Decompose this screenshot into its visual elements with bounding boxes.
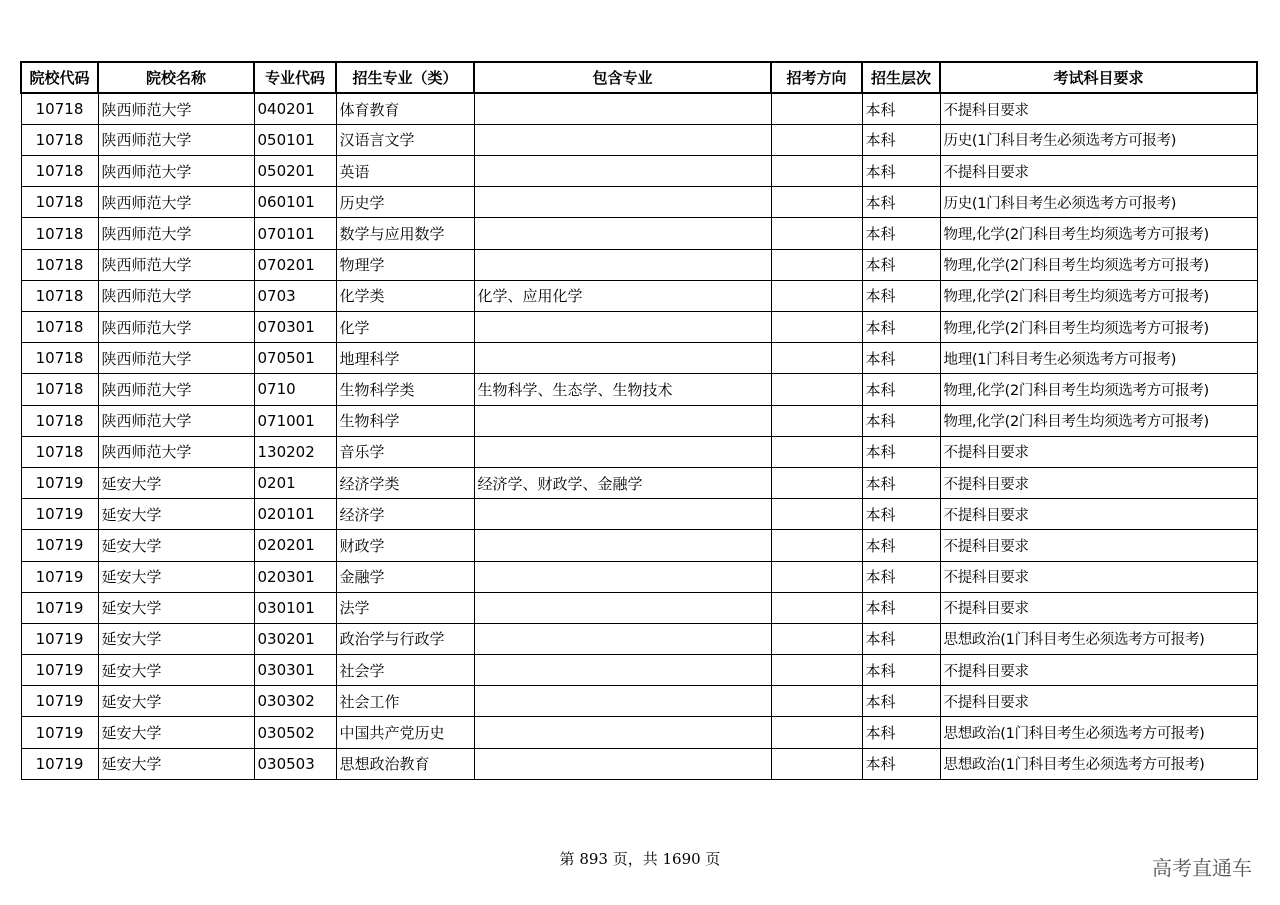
cell-major: 生物科学 [336, 405, 474, 436]
cell-direction [771, 218, 862, 249]
cell-school-name: 延安大学 [98, 530, 254, 561]
table-row [21, 655, 1257, 686]
cell-included-majors [474, 499, 771, 530]
table-row [21, 249, 1257, 280]
table-row [21, 218, 1257, 249]
cell-included-majors [474, 686, 771, 717]
cell-direction [771, 467, 862, 498]
cell-level: 本科 [862, 561, 940, 592]
cell-direction [771, 343, 862, 374]
cell-school-name: 陕西师范大学 [98, 405, 254, 436]
cell-level: 本科 [862, 218, 940, 249]
cell-direction [771, 405, 862, 436]
cell-school-code: 10719 [21, 655, 98, 686]
table-row [21, 93, 1257, 124]
cell-included-majors: 经济学、财政学、金融学 [474, 467, 771, 498]
cell-direction [771, 499, 862, 530]
header-major: 招生专业（类） [336, 62, 474, 93]
cell-level: 本科 [862, 592, 940, 623]
cell-level: 本科 [862, 686, 940, 717]
cell-school-name: 延安大学 [98, 686, 254, 717]
table-row [21, 686, 1257, 717]
cell-subject-requirement: 不提科目要求 [940, 530, 1257, 561]
cell-school-code: 10719 [21, 561, 98, 592]
cell-major: 历史学 [336, 187, 474, 218]
cell-included-majors [474, 156, 771, 187]
cell-major-code: 020201 [254, 530, 336, 561]
cell-level: 本科 [862, 280, 940, 311]
cell-major: 化学 [336, 312, 474, 343]
cell-school-name: 延安大学 [98, 592, 254, 623]
header-row [21, 62, 1257, 93]
cell-level: 本科 [862, 343, 940, 374]
cell-level: 本科 [862, 124, 940, 155]
table-row [21, 436, 1257, 467]
cell-direction [771, 623, 862, 654]
cell-school-name: 延安大学 [98, 717, 254, 748]
cell-included-majors [474, 561, 771, 592]
cell-school-code: 10719 [21, 467, 98, 498]
header-direction: 招考方向 [771, 62, 862, 93]
cell-direction [771, 686, 862, 717]
header-included-majors: 包含专业 [474, 62, 771, 93]
cell-direction [771, 93, 862, 124]
table-row [21, 530, 1257, 561]
cell-major-code: 060101 [254, 187, 336, 218]
cell-subject-requirement: 不提科目要求 [940, 686, 1257, 717]
cell-level: 本科 [862, 436, 940, 467]
cell-major: 音乐学 [336, 436, 474, 467]
cell-subject-requirement: 物理,化学(2门科目考生均须选考方可报考) [940, 218, 1257, 249]
cell-major: 政治学与行政学 [336, 623, 474, 654]
cell-major: 英语 [336, 156, 474, 187]
table-row [21, 561, 1257, 592]
cell-level: 本科 [862, 312, 940, 343]
cell-major-code: 020101 [254, 499, 336, 530]
cell-major: 物理学 [336, 249, 474, 280]
cell-level: 本科 [862, 249, 940, 280]
cell-included-majors [474, 436, 771, 467]
cell-subject-requirement: 思想政治(1门科目考生必须选考方可报考) [940, 623, 1257, 654]
cell-school-code: 10719 [21, 623, 98, 654]
cell-school-code: 10718 [21, 280, 98, 311]
cell-school-name: 陕西师范大学 [98, 280, 254, 311]
cell-subject-requirement: 物理,化学(2门科目考生均须选考方可报考) [940, 312, 1257, 343]
cell-subject-requirement: 历史(1门科目考生必须选考方可报考) [940, 124, 1257, 155]
cell-level: 本科 [862, 93, 940, 124]
cell-included-majors [474, 530, 771, 561]
cell-included-majors [474, 748, 771, 779]
cell-level: 本科 [862, 499, 940, 530]
cell-major: 中国共产党历史 [336, 717, 474, 748]
cell-school-name: 陕西师范大学 [98, 249, 254, 280]
cell-included-majors [474, 343, 771, 374]
cell-school-name: 延安大学 [98, 499, 254, 530]
cell-subject-requirement: 不提科目要求 [940, 93, 1257, 124]
header-school-name: 院校名称 [98, 62, 254, 93]
cell-included-majors [474, 312, 771, 343]
cell-subject-requirement: 不提科目要求 [940, 592, 1257, 623]
table-row [21, 499, 1257, 530]
cell-school-name: 延安大学 [98, 623, 254, 654]
cell-school-code: 10718 [21, 218, 98, 249]
cell-major: 经济学 [336, 499, 474, 530]
cell-level: 本科 [862, 467, 940, 498]
cell-included-majors [474, 187, 771, 218]
cell-level: 本科 [862, 655, 940, 686]
cell-direction [771, 748, 862, 779]
cell-subject-requirement: 不提科目要求 [940, 655, 1257, 686]
cell-direction [771, 436, 862, 467]
cell-school-name: 延安大学 [98, 467, 254, 498]
cell-included-majors [474, 592, 771, 623]
cell-school-name: 陕西师范大学 [98, 374, 254, 405]
admission-requirements-table [20, 61, 1258, 780]
cell-major: 数学与应用数学 [336, 218, 474, 249]
cell-level: 本科 [862, 374, 940, 405]
table-row [21, 187, 1257, 218]
cell-direction [771, 187, 862, 218]
cell-included-majors [474, 124, 771, 155]
cell-subject-requirement: 历史(1门科目考生必须选考方可报考) [940, 187, 1257, 218]
cell-major: 社会工作 [336, 686, 474, 717]
cell-level: 本科 [862, 717, 940, 748]
cell-major-code: 070101 [254, 218, 336, 249]
cell-direction [771, 592, 862, 623]
cell-direction [771, 280, 862, 311]
cell-major: 体育教育 [336, 93, 474, 124]
cell-school-code: 10719 [21, 686, 98, 717]
header-subject-requirement: 考试科目要求 [940, 62, 1257, 93]
cell-included-majors [474, 655, 771, 686]
cell-subject-requirement: 物理,化学(2门科目考生均须选考方可报考) [940, 280, 1257, 311]
cell-school-code: 10718 [21, 374, 98, 405]
cell-school-code: 10719 [21, 717, 98, 748]
cell-school-name: 陕西师范大学 [98, 312, 254, 343]
table-row [21, 467, 1257, 498]
table-body [21, 93, 1257, 779]
cell-major-code: 130202 [254, 436, 336, 467]
cell-major-code: 0201 [254, 467, 336, 498]
cell-school-name: 陕西师范大学 [98, 343, 254, 374]
cell-direction [771, 156, 862, 187]
cell-subject-requirement: 地理(1门科目考生必须选考方可报考) [940, 343, 1257, 374]
cell-subject-requirement: 思想政治(1门科目考生必须选考方可报考) [940, 748, 1257, 779]
cell-school-code: 10718 [21, 436, 98, 467]
cell-school-code: 10718 [21, 93, 98, 124]
table-row [21, 124, 1257, 155]
cell-major: 汉语言文学 [336, 124, 474, 155]
cell-school-name: 陕西师范大学 [98, 156, 254, 187]
table-row [21, 312, 1257, 343]
cell-major-code: 070501 [254, 343, 336, 374]
cell-major: 化学类 [336, 280, 474, 311]
cell-major-code: 050201 [254, 156, 336, 187]
cell-major: 财政学 [336, 530, 474, 561]
cell-school-code: 10718 [21, 312, 98, 343]
cell-subject-requirement: 不提科目要求 [940, 156, 1257, 187]
cell-major-code: 070301 [254, 312, 336, 343]
watermark-logo-text: 高考直通车 [1152, 856, 1252, 880]
table-row [21, 592, 1257, 623]
cell-major-code: 020301 [254, 561, 336, 592]
cell-subject-requirement: 物理,化学(2门科目考生均须选考方可报考) [940, 249, 1257, 280]
table-header [21, 62, 1257, 93]
cell-level: 本科 [862, 156, 940, 187]
cell-subject-requirement: 物理,化学(2门科目考生均须选考方可报考) [940, 405, 1257, 436]
cell-included-majors [474, 249, 771, 280]
cell-major-code: 030302 [254, 686, 336, 717]
cell-major-code: 0710 [254, 374, 336, 405]
cell-major: 思想政治教育 [336, 748, 474, 779]
cell-included-majors [474, 218, 771, 249]
cell-level: 本科 [862, 530, 940, 561]
cell-major: 法学 [336, 592, 474, 623]
cell-direction [771, 374, 862, 405]
cell-included-majors: 化学、应用化学 [474, 280, 771, 311]
table-row [21, 748, 1257, 779]
cell-subject-requirement: 物理,化学(2门科目考生均须选考方可报考) [940, 374, 1257, 405]
table-row [21, 343, 1257, 374]
cell-school-code: 10719 [21, 499, 98, 530]
cell-direction [771, 561, 862, 592]
page-number: 第 893 页，共 1690 页 [559, 850, 721, 868]
cell-school-code: 10718 [21, 343, 98, 374]
header-level: 招生层次 [862, 62, 940, 93]
cell-major-code: 0703 [254, 280, 336, 311]
header-major-code: 专业代码 [254, 62, 336, 93]
table-row [21, 717, 1257, 748]
cell-major-code: 030201 [254, 623, 336, 654]
cell-level: 本科 [862, 623, 940, 654]
cell-subject-requirement: 不提科目要求 [940, 436, 1257, 467]
cell-major-code: 050101 [254, 124, 336, 155]
table-row [21, 623, 1257, 654]
cell-school-code: 10719 [21, 748, 98, 779]
cell-subject-requirement: 不提科目要求 [940, 561, 1257, 592]
cell-major-code: 030301 [254, 655, 336, 686]
cell-included-majors: 生物科学、生态学、生物技术 [474, 374, 771, 405]
cell-direction [771, 124, 862, 155]
cell-direction [771, 312, 862, 343]
cell-included-majors [474, 717, 771, 748]
table-row [21, 280, 1257, 311]
cell-major-code: 071001 [254, 405, 336, 436]
cell-school-code: 10718 [21, 156, 98, 187]
cell-school-code: 10719 [21, 592, 98, 623]
header-school-code: 院校代码 [21, 62, 98, 93]
cell-school-name: 延安大学 [98, 655, 254, 686]
cell-school-name: 陕西师范大学 [98, 187, 254, 218]
cell-subject-requirement: 思想政治(1门科目考生必须选考方可报考) [940, 717, 1257, 748]
cell-direction [771, 249, 862, 280]
cell-school-name: 陕西师范大学 [98, 124, 254, 155]
cell-included-majors [474, 405, 771, 436]
cell-school-name: 陕西师范大学 [98, 218, 254, 249]
table-row [21, 156, 1257, 187]
cell-school-name: 延安大学 [98, 748, 254, 779]
cell-school-code: 10718 [21, 187, 98, 218]
cell-direction [771, 530, 862, 561]
cell-major: 地理科学 [336, 343, 474, 374]
cell-school-code: 10718 [21, 249, 98, 280]
cell-subject-requirement: 不提科目要求 [940, 467, 1257, 498]
cell-major: 社会学 [336, 655, 474, 686]
cell-direction [771, 655, 862, 686]
cell-school-name: 延安大学 [98, 561, 254, 592]
cell-major: 经济学类 [336, 467, 474, 498]
cell-major: 生物科学类 [336, 374, 474, 405]
cell-major-code: 030101 [254, 592, 336, 623]
cell-subject-requirement: 不提科目要求 [940, 499, 1257, 530]
cell-included-majors [474, 93, 771, 124]
cell-included-majors [474, 623, 771, 654]
cell-major: 金融学 [336, 561, 474, 592]
cell-level: 本科 [862, 405, 940, 436]
table-row [21, 405, 1257, 436]
cell-major-code: 030503 [254, 748, 336, 779]
cell-school-name: 陕西师范大学 [98, 93, 254, 124]
cell-school-code: 10718 [21, 405, 98, 436]
cell-level: 本科 [862, 187, 940, 218]
cell-school-code: 10718 [21, 124, 98, 155]
cell-school-name: 陕西师范大学 [98, 436, 254, 467]
cell-major-code: 040201 [254, 93, 336, 124]
cell-major-code: 070201 [254, 249, 336, 280]
cell-school-code: 10719 [21, 530, 98, 561]
table-row [21, 374, 1257, 405]
cell-level: 本科 [862, 748, 940, 779]
cell-major-code: 030502 [254, 717, 336, 748]
cell-direction [771, 717, 862, 748]
